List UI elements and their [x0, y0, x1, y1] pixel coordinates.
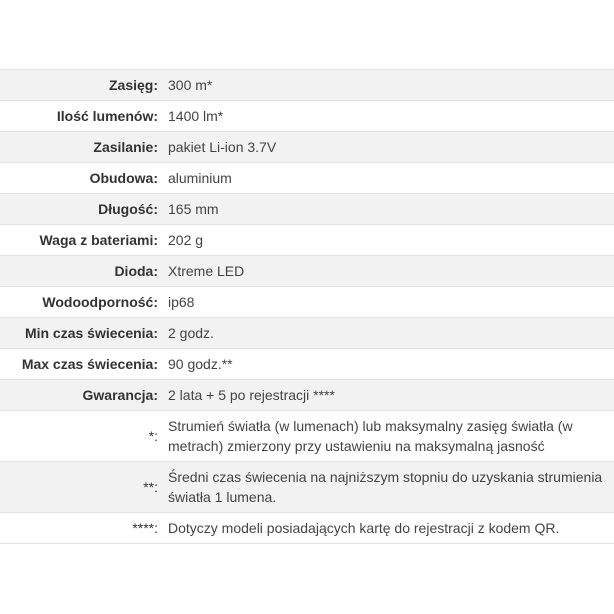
spec-label: Min czas świecenia:	[24, 325, 158, 341]
note-row-quad-asterisk	[0, 513, 614, 544]
spec-row-power	[0, 132, 614, 163]
spec-label: Długość:	[98, 201, 158, 217]
spec-label: Waga z bateriami:	[39, 232, 158, 248]
spec-value: 90 godz.**	[168, 356, 233, 372]
spec-value: 1400 lm*	[168, 108, 224, 124]
spec-row-max-runtime	[0, 349, 614, 380]
spec-row-length	[0, 194, 614, 225]
note-label: ****:	[132, 520, 158, 536]
spec-value: 165 mm	[168, 201, 219, 217]
spec-value: 202 g	[168, 232, 204, 248]
spec-label: Ilość lumenów:	[56, 108, 158, 124]
spec-value: Xtreme LED	[168, 263, 245, 279]
spec-label: Zasilanie:	[93, 139, 158, 155]
spec-value: 300 m*	[168, 77, 213, 93]
spec-label: Zasięg:	[108, 77, 158, 93]
note-label: *:	[148, 428, 158, 444]
spec-label: Wodoodporność:	[42, 294, 158, 310]
spec-row-min-runtime	[0, 318, 614, 349]
specification-table	[0, 69, 614, 544]
spec-row-housing	[0, 163, 614, 194]
spec-row-range	[0, 70, 614, 101]
spec-row-waterproof	[0, 287, 614, 318]
spec-label: Max czas świecenia:	[21, 356, 158, 372]
spec-label: Obudowa:	[89, 170, 158, 186]
spec-row-weight	[0, 225, 614, 256]
note-label: **:	[143, 479, 158, 495]
note-text: Strumień światła (w lumenach) lub maksymalny zasięg światła (w metrach) zmierzony przy ustawieniu na maksymalną jasność	[168, 418, 573, 454]
note-text: Dotyczy modeli posiadających kartę do rejestracji z kodem QR.	[168, 520, 560, 536]
spec-label: Gwarancja:	[82, 387, 158, 403]
note-text: Średni czas świecenia na najniższym stopniu do uzyskania strumienia światła 1 lumena.	[168, 469, 603, 505]
spec-value: pakiet Li-ion 3.7V	[168, 139, 277, 155]
spec-value: 2 godz.	[168, 325, 214, 341]
spec-row-diode	[0, 256, 614, 287]
spec-label: Dioda:	[114, 263, 158, 279]
spec-value: 2 lata + 5 po rejestracji ****	[168, 387, 335, 403]
spec-row-warranty	[0, 380, 614, 411]
spec-value: ip68	[168, 294, 195, 310]
note-row-single-asterisk	[0, 411, 614, 462]
spec-row-lumens	[0, 101, 614, 132]
note-row-double-asterisk	[0, 462, 614, 513]
spec-value: aluminium	[168, 170, 232, 186]
